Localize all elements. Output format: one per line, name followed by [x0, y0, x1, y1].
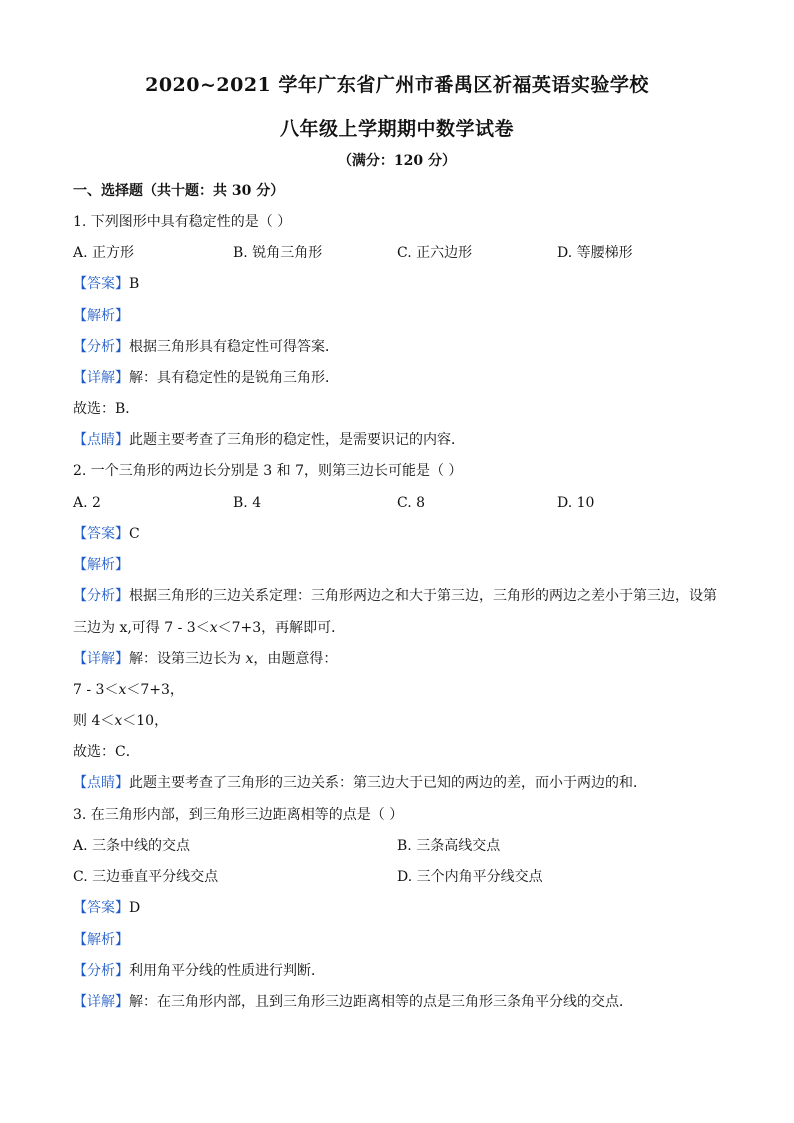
- q1-option-b: B. 锐角三角形: [233, 245, 323, 261]
- q1-xiangjie: [73, 368, 339, 388]
- xiangjie-text: 解：具有稳定性的是锐角三角形．: [129, 370, 339, 386]
- fenxi-text: 利用角平分线的性质进行判断．: [129, 963, 325, 979]
- q3-xiangjie: [73, 992, 633, 1012]
- jiexi-tag: 【解析】: [73, 308, 129, 324]
- dianjing-tag: 【点睛】: [73, 775, 129, 791]
- variable-x: x: [114, 713, 123, 729]
- ineq2-right: ＜10，: [122, 713, 169, 729]
- q3-option-b: B. 三条高线交点: [397, 838, 501, 854]
- fenxi-text: 根据三角形的三边关系定理：三角形两边之和大于第三边，三角形的两边之差小于第三边，设第: [129, 588, 717, 604]
- section-heading: 一、选择题（共十题：共 30 分）: [73, 183, 285, 199]
- q2-jiexi: [73, 555, 129, 575]
- dianjing-text: 此题主要考查了三角形的稳定性，是需要识记的内容．: [129, 432, 465, 448]
- q3-option-d: D. 三个内角平分线交点: [397, 869, 543, 885]
- xiangjie-tag: 【详解】: [73, 651, 129, 667]
- dianjing-tag: 【点睛】: [73, 432, 129, 448]
- fenxi-tag: 【分析】: [73, 588, 129, 604]
- q3-jiexi: [73, 930, 129, 950]
- q1-option-d: D. 等腰梯形: [557, 245, 633, 261]
- exam-title-line2: 八年级上学期期中数学试卷: [279, 118, 514, 140]
- q3-option-a: A. 三条中线的交点: [73, 838, 191, 854]
- q1-dianjing: [73, 430, 465, 450]
- variable-x: x: [245, 651, 254, 667]
- q1-answer: [73, 274, 139, 294]
- exam-title-line1: 2020~2021 学年广东省广州市番禺区祈福英语实验学校: [145, 74, 649, 96]
- answer-value: D: [129, 900, 141, 916]
- q1-jiexi: [73, 306, 129, 326]
- answer-tag: 【答案】: [73, 276, 129, 292]
- q1-guxuan: 故选：B．: [73, 401, 140, 417]
- full-score: （满分：120 分）: [337, 153, 457, 169]
- q3-fenxi: [73, 961, 325, 981]
- q1-fenxi: [73, 337, 339, 357]
- jiexi-tag: 【解析】: [73, 557, 129, 573]
- xiangjie-text-b: ，由题意得：: [253, 651, 338, 667]
- fenxi-text-a: 三边为 x,可得 7 - 3＜: [73, 620, 210, 636]
- jiexi-tag: 【解析】: [73, 932, 129, 948]
- fenxi-text: 根据三角形具有稳定性可得答案．: [129, 339, 339, 355]
- q2-inequality-1: [73, 680, 184, 700]
- q3-option-c: C. 三边垂直平分线交点: [73, 869, 219, 885]
- ineq1-right: ＜7+3，: [126, 682, 184, 698]
- q2-xiangjie: [73, 649, 337, 669]
- answer-value: B: [129, 276, 140, 292]
- q3-answer: [73, 898, 140, 918]
- variable-x: x: [209, 620, 218, 636]
- q1-stem: 1. 下列图形中具有稳定性的是（ ）: [73, 214, 292, 230]
- xiangjie-text-a: 解：设第三边长为: [129, 651, 246, 667]
- fenxi-tag: 【分析】: [73, 963, 129, 979]
- q2-option-c: C. 8: [397, 495, 426, 511]
- q2-fenxi-cont: [73, 618, 345, 638]
- ineq2-left: 则 4＜: [73, 713, 115, 729]
- answer-tag: 【答案】: [73, 526, 129, 542]
- variable-x: x: [118, 682, 127, 698]
- xiangjie-tag: 【详解】: [73, 994, 129, 1010]
- q2-option-d: D. 10: [557, 495, 595, 511]
- q1-option-c: C. 正六边形: [397, 245, 473, 261]
- q1-option-a: A. 正方形: [73, 245, 135, 261]
- q2-guxuan: 故选：C．: [73, 744, 140, 760]
- q2-fenxi: [73, 586, 717, 606]
- answer-value: C: [129, 526, 140, 542]
- q3-stem: 3. 在三角形内部，到三角形三边距离相等的点是（ ）: [73, 807, 404, 823]
- q2-answer: [73, 524, 140, 544]
- dianjing-text: 此题主要考查了三角形的三边关系：第三边大于已知的两边的差，而小于两边的和．: [129, 775, 647, 791]
- answer-tag: 【答案】: [73, 900, 129, 916]
- q2-inequality-2: [73, 711, 168, 731]
- xiangjie-text: 解：在三角形内部，且到三角形三边距离相等的点是三角形三条角平分线的交点．: [129, 994, 633, 1010]
- xiangjie-tag: 【详解】: [73, 370, 129, 386]
- q2-option-a: A. 2: [73, 495, 101, 511]
- fenxi-tag: 【分析】: [73, 339, 129, 355]
- q2-option-b: B. 4: [233, 495, 262, 511]
- ineq1-left: 7 - 3＜: [73, 682, 119, 698]
- q2-stem: 2. 一个三角形的两边长分别是 3 和 7，则第三边长可能是（ ）: [73, 463, 463, 479]
- fenxi-text-b: ＜7+3，再解即可．: [217, 620, 346, 636]
- q2-dianjing: [73, 773, 647, 793]
